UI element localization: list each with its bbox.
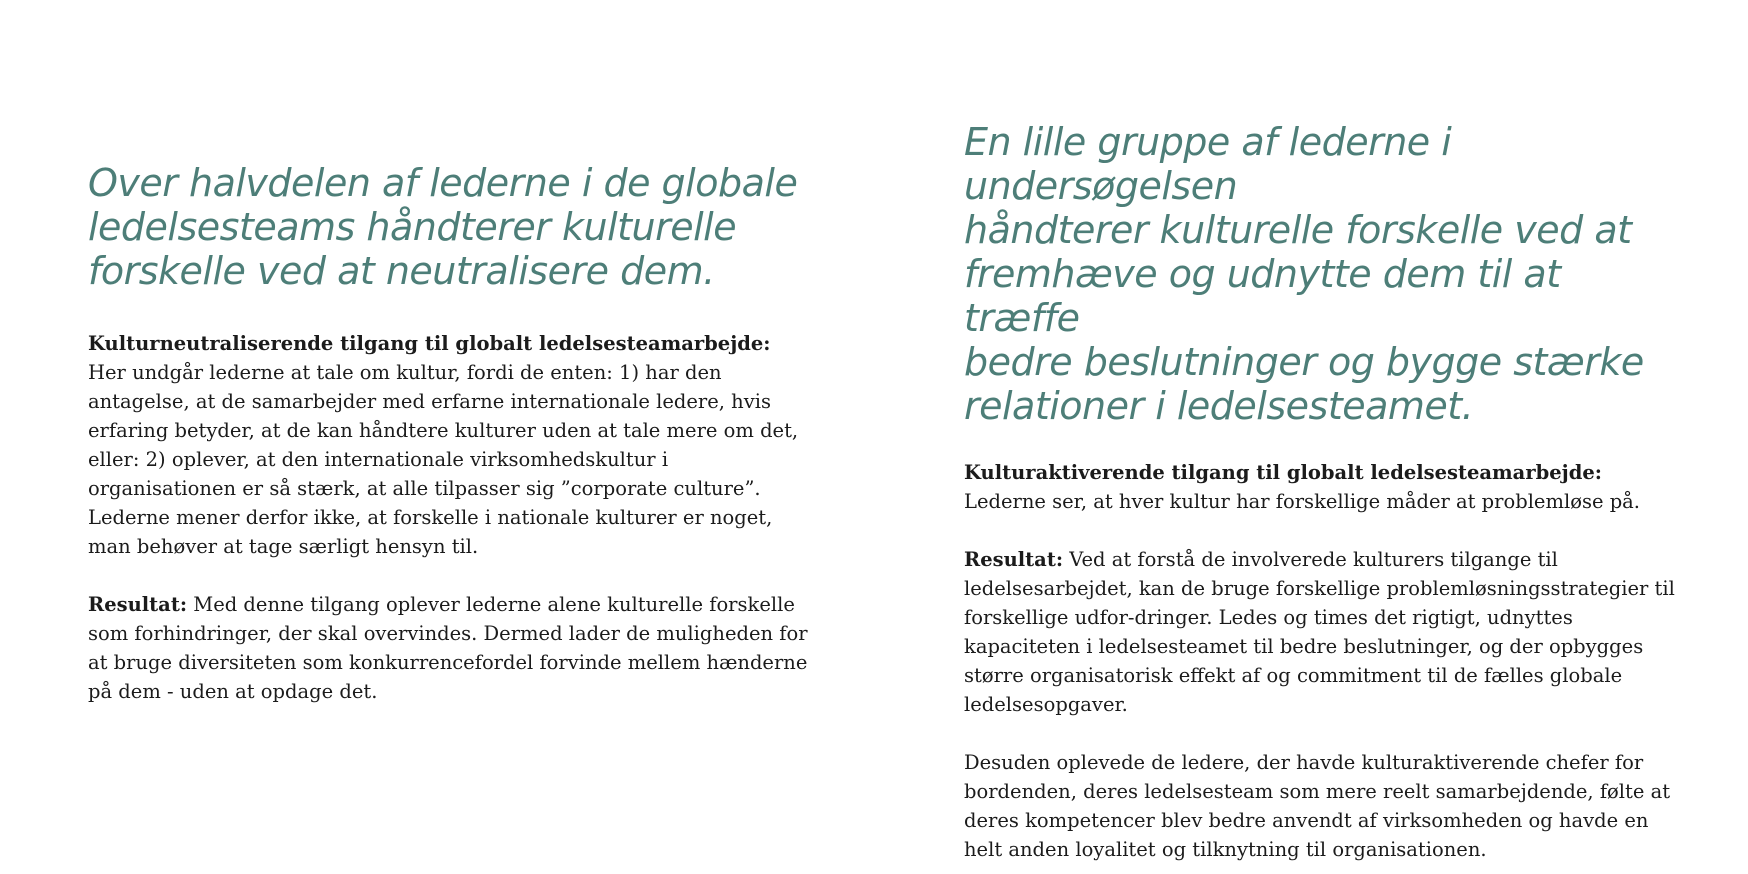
right-column bbox=[964, 120, 1684, 864]
left-result-paragraph bbox=[88, 590, 808, 706]
left-result-text: Med denne tilgang oplever lederne alene kulturelle forskelle som forhindringer, der skal overvindes. Dermed lader de muligheden for at bruge diversiteten som konkurrencefordel forvinde mellem hænderne på dem - uden at opdage det. bbox=[88, 593, 808, 703]
left-intro-text: Her undgår lederne at tale om kultur, fordi de enten: 1) har den antagelse, at de samarbejder med erfarne internationale ledere, hvis erfaring betyder, at de kan håndtere kulturer uden at tale mere om det, eller: 2) oplever, at den internationale virksomhedskultur i organisationen er så stærk, at alle tilpasser sig ”corporate culture”. Lederne mener derfor ikke, at forskelle i nationale kulturer er noget, man behøver at tage særligt hensyn til. bbox=[88, 361, 799, 558]
left-section-title: Kulturneutraliserende tilgang til globalt ledelsesteamarbejde: bbox=[88, 332, 771, 355]
right-heading: En lille gruppe af lederne i undersøgelsen håndterer kulturelle forskelle ved at fremhæve og udnytte dem til at træffe bedre beslutninger og bygge stærke relationer i ledelsesteamet. bbox=[964, 120, 1644, 428]
right-intro-paragraph bbox=[964, 458, 1684, 516]
right-result-paragraph bbox=[964, 545, 1684, 719]
left-result-label: Resultat: bbox=[88, 593, 188, 616]
right-result-text: Ved at forstå de involverede kulturers tilgange til ledelsesarbejdet, kan de bruge forskellige problemløsningsstrategier til forskellige udfor-dringer. Ledes og times det rigtigt, udnyttes kapaciteten i ledelsesteamet til bedre beslutninger, og der opbygges større organisatorisk effekt af og commitment til de fælles globale ledelsesopgaver. bbox=[964, 548, 1675, 716]
left-intro-paragraph bbox=[88, 329, 808, 561]
right-intro-text: Lederne ser, at hver kultur har forskellige måder at problemløse på. bbox=[964, 490, 1640, 513]
right-extra-paragraph: Desuden oplevede de ledere, der havde kulturaktiverende chefer for bordenden, deres ledelsesteam som mere reelt samarbejdende, følte at deres kompetencer blev bedre anvendt af virksomheden og havde en helt anden loyalitet og tilknytning til organisationen. bbox=[964, 751, 1671, 861]
left-column bbox=[88, 161, 808, 706]
right-result-label: Resultat: bbox=[964, 548, 1064, 571]
left-heading: Over halvdelen af lederne i de globale ledelsesteams håndterer kulturelle forskelle ved at neutralisere dem. bbox=[88, 161, 798, 293]
right-section-title: Kulturaktiverende tilgang til globalt ledelsesteamarbejde: bbox=[964, 461, 1602, 484]
